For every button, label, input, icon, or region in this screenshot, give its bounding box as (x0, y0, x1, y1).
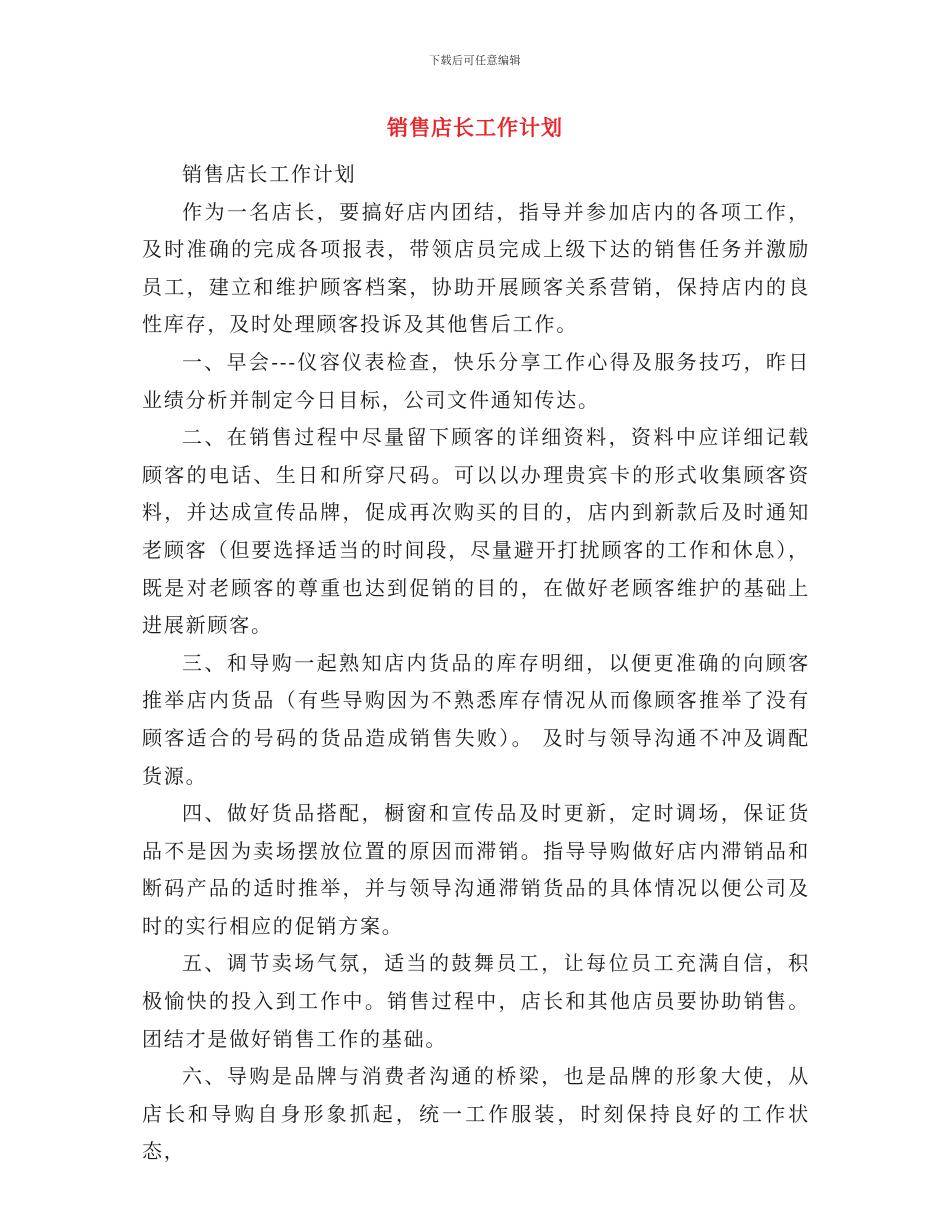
paragraph-intro: 作为一名店长，要搞好店内团结，指导并参加店内的各项工作，及时准确的完成各项报表，带领店员完成上级下达的销售任务并激励员工，建立和维护顾客档案，协助开展顾客关系营销，保持店内的良性库存，及时处理顾客投诉及其他售后工作。 (142, 199, 810, 337)
paragraph-inventory: 三、和导购一起熟知店内货品的库存明细，以便更准确的向顾客推举店内货品（有些导购因为不熟悉库存情况从而像顾客推举了没有顾客适合的号码的货品造成销售失败）。 及时与领导沟通不冲及调配货源。 (142, 650, 810, 788)
paragraph-merchandising: 四、做好货品搭配，橱窗和宣传品及时更新，定时调场，保证货品不是因为卖场摆放位置的原因而滞销。指导导购做好店内滞销品和断码产品的适时推举，并与领导沟通滞销货品的具体情况以便公司及时的实行相应的促销方案。 (142, 801, 810, 938)
document-title: 销售店长工作计划 (387, 116, 563, 140)
paragraph-morning-meeting: 一、早会---仪容仪表检查，快乐分享工作心得及服务技巧，昨日业绩分析并制定今日目标，公司文件通知传达。 (142, 349, 810, 412)
document-subtitle: 销售店长工作计划 (182, 162, 357, 186)
page-header-note: 下载后可任意编辑 (429, 54, 521, 67)
paragraph-atmosphere: 五、调节卖场气氛，适当的鼓舞员工，让每位员工充满自信，积极愉快的投入到工作中。销售过程中，店长和其他店员要协助销售。团结才是做好销售工作的基础。 (142, 951, 810, 1051)
paragraph-customer-records: 二、在销售过程中尽量留下顾客的详细资料，资料中应详细记载顾客的电话、生日和所穿尺码。可以以办理贵宾卡的形式收集顾客资料，并达成宣传品牌，促成再次购买的目的，店内到新款后及时通知老顾客（但要选择适当的时间段，尽量避开打扰顾客的工作和休息），既是对老顾客的尊重也达到促销的目的，在做好老顾客维护的基础上进展新顾客。 (142, 425, 810, 638)
document-body (142, 156, 810, 1171)
paragraph-staff-image: 六、导购是品牌与消费者沟通的桥梁，也是品牌的形象大使，从店长和导购自身形象抓起，统一工作服装，时刻保持良好的工作状态， (142, 1064, 810, 1164)
